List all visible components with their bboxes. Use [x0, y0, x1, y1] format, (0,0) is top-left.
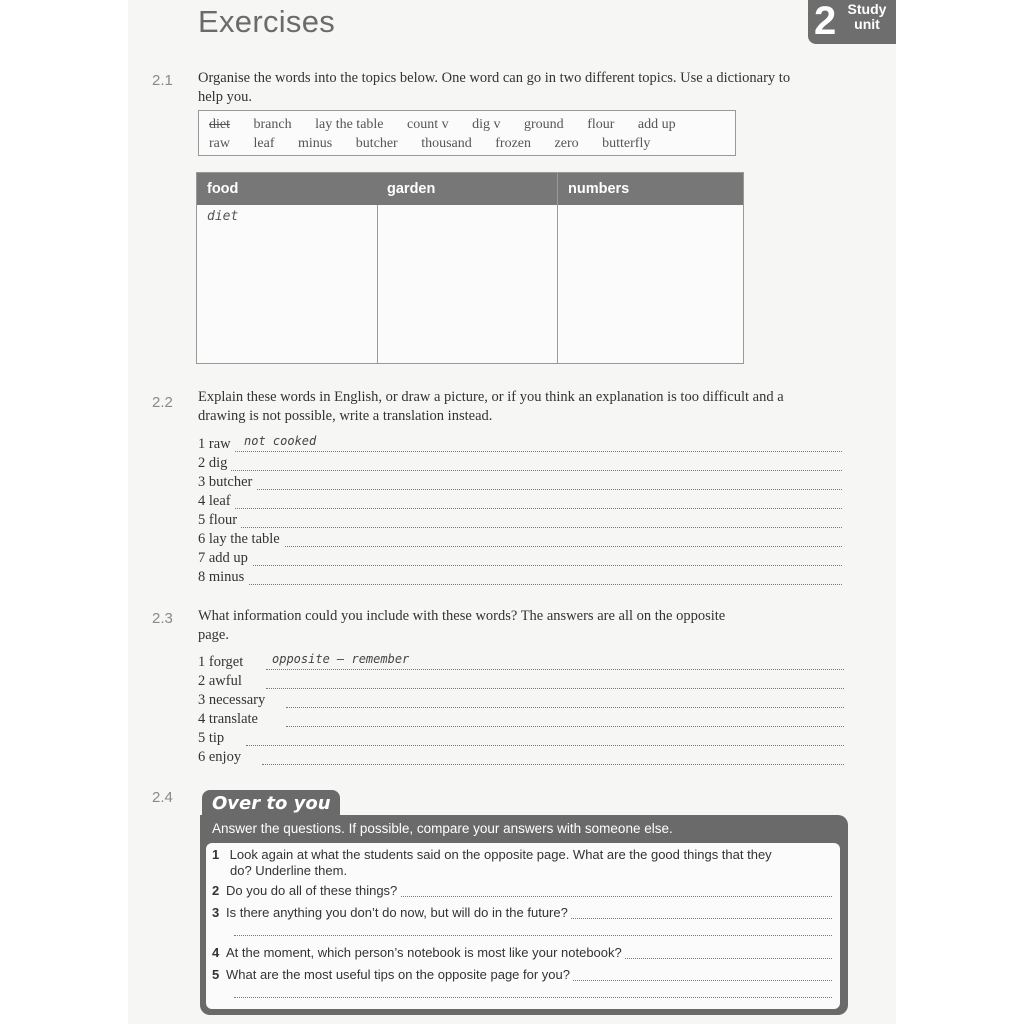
item-label: 5 flour — [198, 512, 241, 529]
question-3[interactable] — [212, 905, 832, 921]
word-row-1 — [209, 117, 696, 133]
exercise-2-2-instruction: Explain these words in English, or draw a picture, or if you think an explanation is too difficult and a drawing is not possible, write a translation instead. — [198, 389, 784, 424]
exercise-number-2-2: 2.2 — [152, 394, 173, 411]
question-text: Is there anything you don’t do now, but will do in the future? — [226, 905, 568, 920]
word-item: leaf — [253, 136, 275, 151]
word-item: add up — [637, 117, 676, 132]
unit-label: Study unit — [847, 1, 887, 32]
exercise-number-2-4: 2.4 — [152, 789, 173, 806]
item-label: 1 raw — [198, 436, 235, 453]
exercise-number-2-1: 2.1 — [152, 72, 173, 89]
word-item: raw — [209, 136, 230, 151]
question-number: 1 — [212, 847, 220, 862]
word-item: count v — [407, 117, 449, 132]
item-label: 1 forget — [198, 654, 247, 671]
over-to-you-box — [200, 815, 848, 1015]
question-text: Look again at what the students said on the opposite page. What are the good things that they — [229, 847, 772, 862]
answer-line-extra[interactable] — [234, 935, 832, 936]
unit-number: 2 — [814, 0, 837, 43]
column-header-food: food — [197, 173, 377, 205]
item-label: 4 leaf — [198, 493, 235, 510]
item-label: 7 add up — [198, 550, 252, 567]
question-text: At the moment, which person’s notebook is most like your notebook? — [226, 945, 622, 960]
over-to-you-title: Over to you — [212, 793, 331, 814]
exercise-2-1-instruction: Organise the words into the topics below. One word can go in two different topics. Use a dictionary to help you. — [198, 70, 791, 105]
word-item: diet — [209, 117, 230, 132]
exercise-number-2-3: 2.3 — [152, 610, 173, 627]
word-item: frozen — [495, 136, 532, 151]
column-food — [197, 173, 378, 363]
item-label: 2 awful — [198, 673, 246, 690]
item-label: 8 minus — [198, 569, 248, 586]
column-header-numbers: numbers — [558, 173, 743, 205]
exercise-2-3-instruction: What information could you include with these words? The answers are all on the opposite page. — [198, 608, 726, 643]
word-item: minus — [297, 136, 333, 151]
column-garden[interactable] — [377, 173, 558, 363]
item-label: 2 dig — [198, 455, 231, 472]
over-to-you-intro: Answer the questions. If possible, compare your answers with someone else. — [212, 821, 673, 836]
word-box — [198, 110, 736, 156]
word-item: ground — [524, 117, 564, 132]
page-title: Exercises — [198, 4, 336, 39]
question-number: 3 — [212, 905, 220, 920]
item-label: 6 lay the table — [198, 531, 284, 548]
question-number: 2 — [212, 883, 220, 898]
question-2[interactable] — [212, 883, 832, 899]
word-item: branch — [253, 117, 292, 132]
question-1 — [212, 847, 832, 879]
study-unit-badge — [808, 0, 896, 44]
workbook-page — [128, 0, 896, 1024]
word-row-2 — [209, 136, 670, 152]
questions-panel — [206, 843, 840, 1009]
item-label: 3 necessary — [198, 692, 269, 709]
item-label: 4 translate — [198, 711, 262, 728]
column-numbers[interactable] — [558, 173, 743, 363]
column-header-garden: garden — [377, 173, 557, 205]
topics-table — [196, 172, 744, 364]
word-item: butterfly — [602, 136, 651, 151]
question-text-cont: do? Underline them. — [230, 863, 348, 878]
word-item: dig v — [472, 117, 501, 132]
word-item: butcher — [355, 136, 398, 151]
question-text: What are the most useful tips on the opposite page for you? — [226, 967, 570, 982]
example-answer: not cooked — [244, 434, 317, 448]
question-text: Do you do all of these things? — [226, 883, 398, 898]
question-number: 5 — [212, 967, 220, 982]
word-item: thousand — [421, 136, 472, 151]
question-number: 4 — [212, 945, 220, 960]
word-item: zero — [554, 136, 579, 151]
item-label: 3 butcher — [198, 474, 256, 491]
answer-line-extra[interactable] — [234, 997, 832, 998]
item-label: 5 tip — [198, 730, 228, 747]
word-item: flour — [587, 117, 615, 132]
example-answer-diet: diet — [207, 209, 239, 224]
example-answer: opposite – remember — [272, 652, 410, 666]
question-5[interactable] — [212, 967, 832, 983]
question-4[interactable] — [212, 945, 832, 961]
item-label: 6 enjoy — [198, 749, 245, 766]
word-item: lay the table — [315, 117, 384, 132]
